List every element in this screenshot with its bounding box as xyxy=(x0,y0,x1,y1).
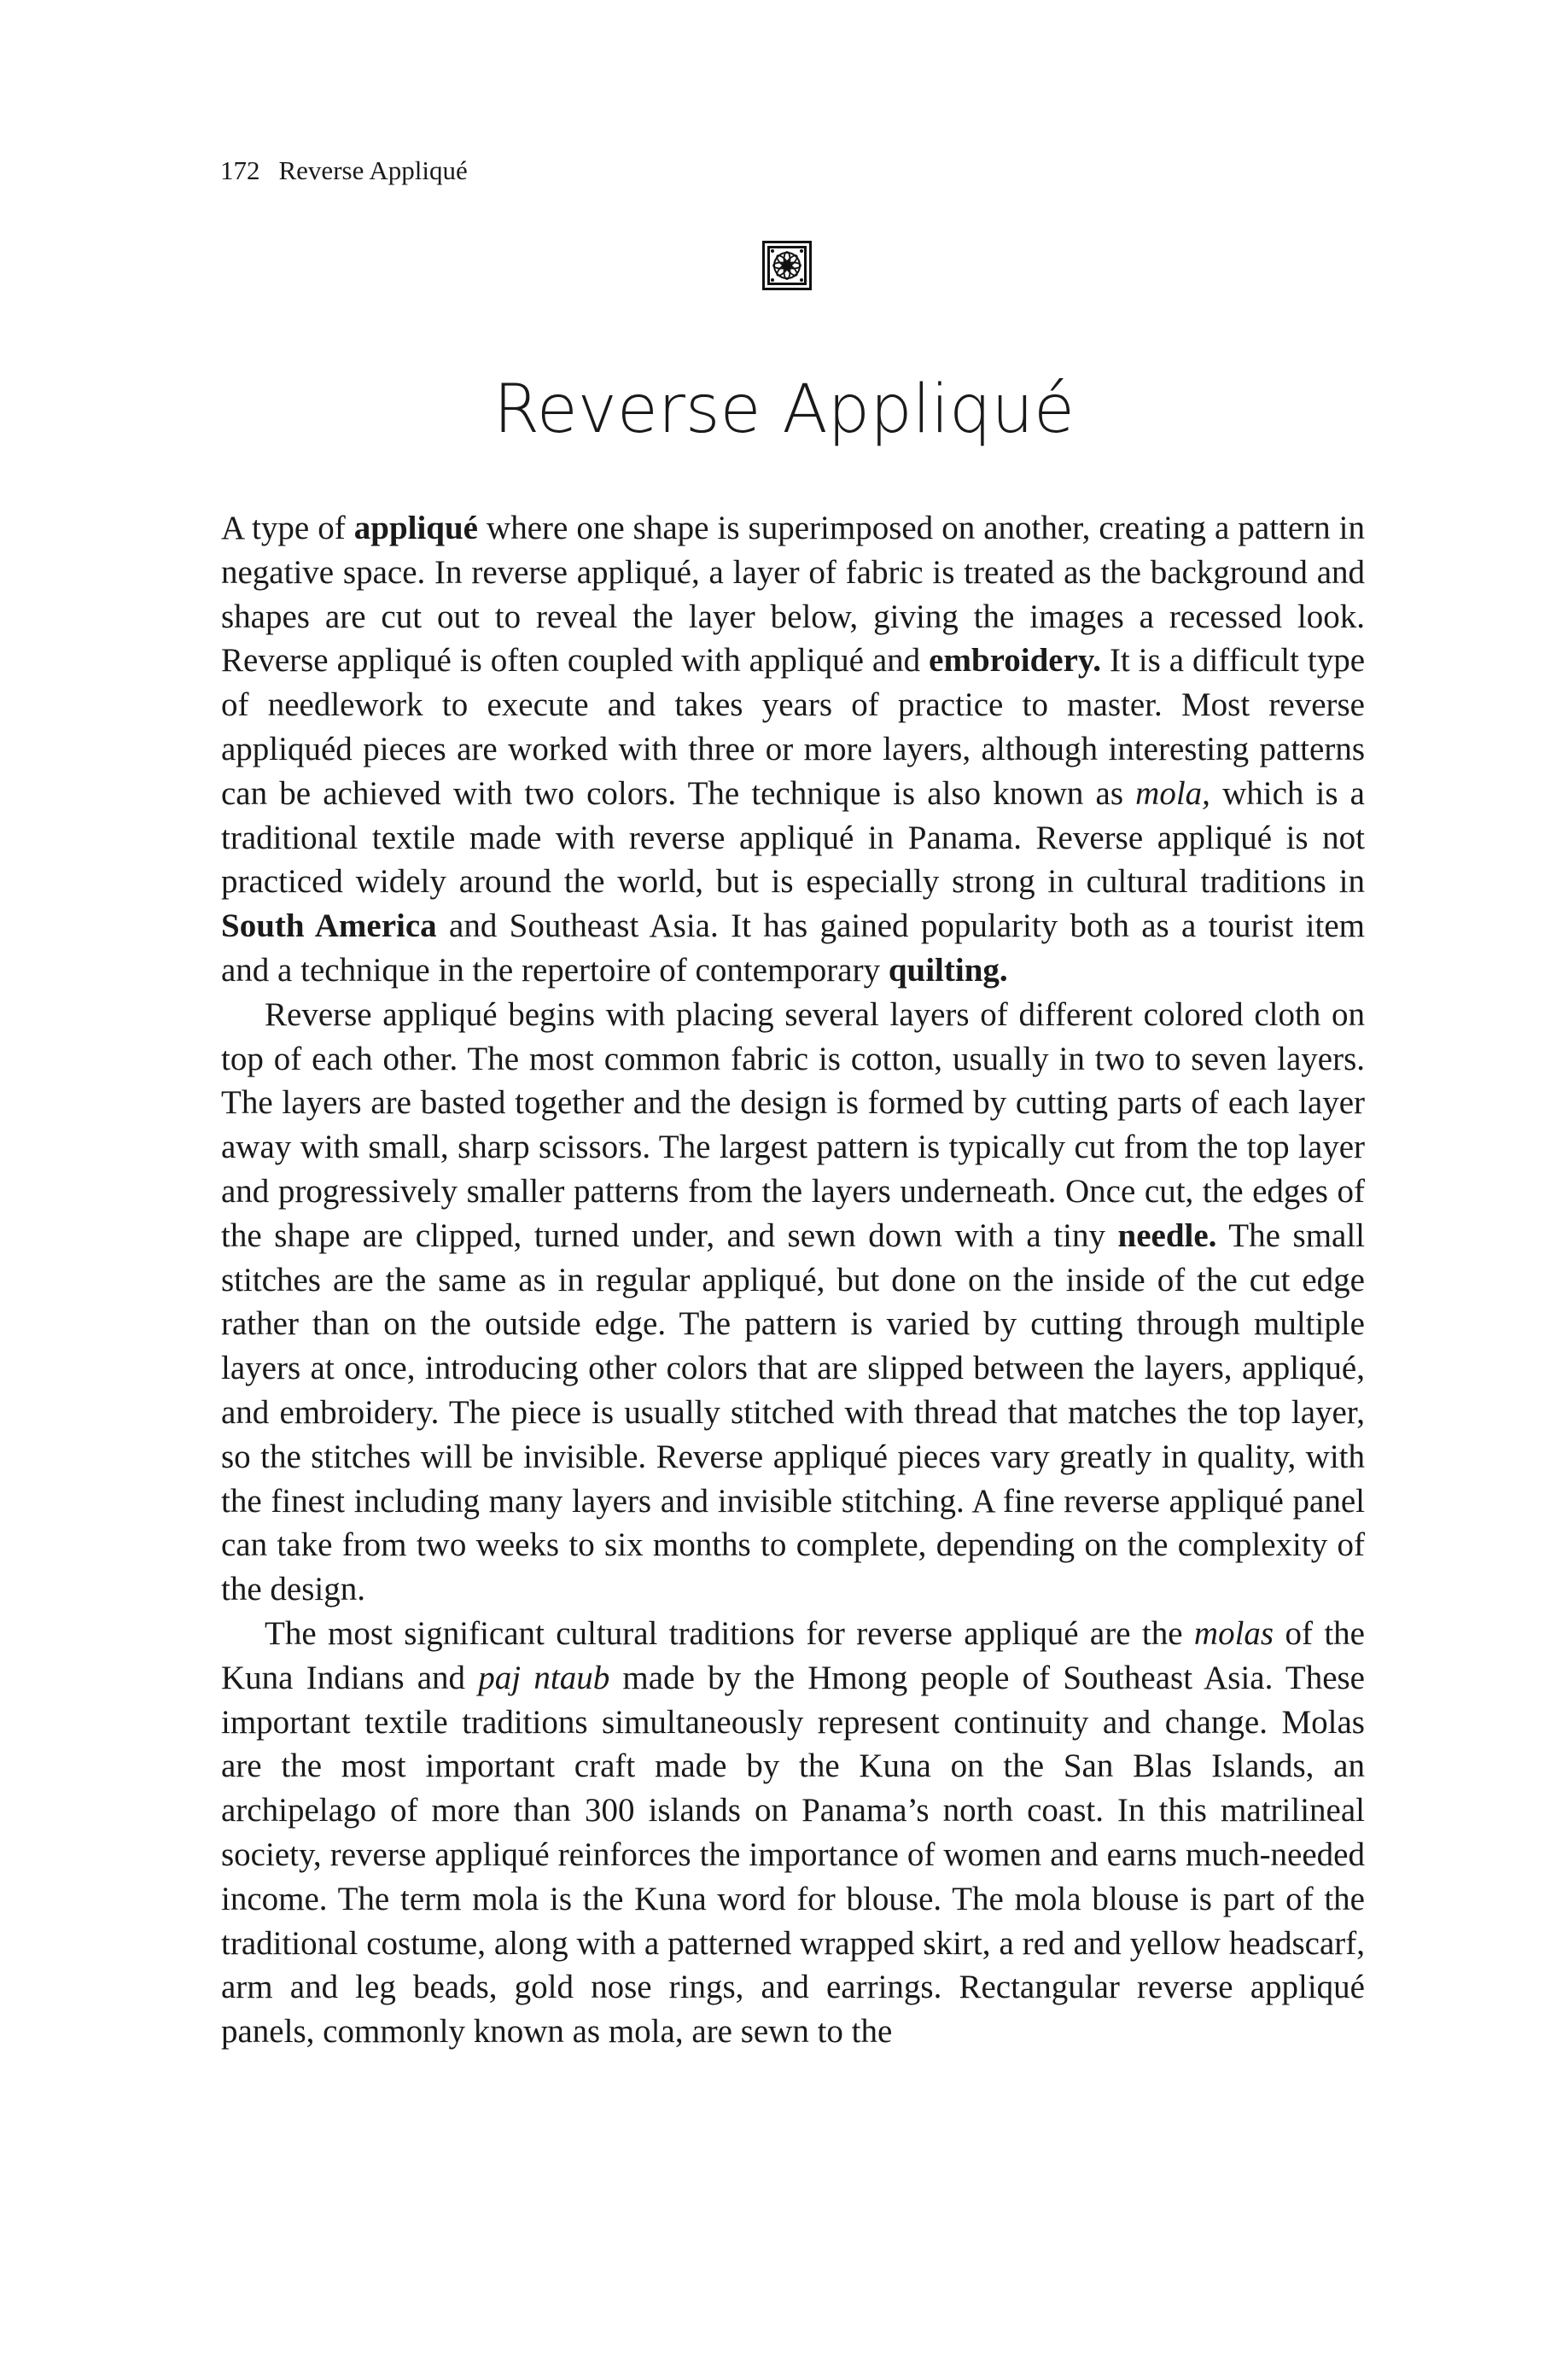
text-run: where one shape is superimposed on another, creating a pattern in negative space. In reverse appliqué, a layer of fabric is treated as the background and shapes are cut out to reveal the layer below, giving the images a recessed look. Reverse appliqué is often coupled with appliqué and xyxy=(221,510,1365,680)
text-run: Reverse appliqué begins with placing several layers of different colored cloth on top of each other. The most common fabric is cotton, usually in two to seven layers. The layers are basted together and the design is formed by cutting parts of each layer away with small, sharp scissors. The largest pattern is typically cut from the top layer and progressively smaller patterns from the layers underneath. Once cut, the edges of the shape are clipped, turned under, and sewn down with a tiny xyxy=(221,995,1365,1254)
text-run: which is a traditional textile made with reverse appliqué in Panama. Reverse appliqué is not practiced widely around the world, but is especially strong in cultural traditions in xyxy=(221,774,1365,901)
paragraph-1 xyxy=(221,506,1365,993)
cross-reference-south-america: South America xyxy=(221,907,437,945)
article-title: Reverse Appliqué xyxy=(493,371,1075,448)
page-number: 172 xyxy=(220,155,260,185)
paragraph-3 xyxy=(221,1612,1365,2054)
cross-reference-needle: needle. xyxy=(1117,1217,1217,1254)
text-run: It is a difficult type of needlework to execute and takes years of practice to master. Most reverse appliquéd pieces are worked with three or more layers, although interesting patterns can be achieved with two colors. The technique is also known as xyxy=(221,642,1366,812)
running-header xyxy=(220,154,468,188)
text-run: made by the Hmong people of Southeast Asia. These important textile traditions simultaneously represent continuity and change. Molas are the most important craft made by the Kuna on the San Blas Islands, an archipelago of more than 300 islands on Panama’s north coast. In this matrilineal society, reverse appliqué reinforces the importance of women and earns much-needed income. The term mola is the Kuna word for blouse. The mola blouse is part of the traditional costume, along with a patterned wrapped skirt, a red and yellow headscarf, arm and leg beads, gold nose rings, and earrings. Rectangular reverse appliqué panels, commonly known as mola, are sewn to the xyxy=(221,1659,1365,2051)
text-run: The small stitches are the same as in regular appliqué, but done on the inside of the cut edge rather than on the outside edge. The pattern is varied by cutting through multiple layers at once, introducing other colors that are slipped between the layers, appliqué, and embroidery. The piece is usually stitched with thread that matches the top layer, so the stitches will be invisible. Reverse appliqué pieces vary greatly in quality, with the finest including many layers and invisible stitching. A fine reverse appliqué panel can take from two weeks to six months to complete, depending on the complexity of the design. xyxy=(221,1217,1366,1608)
square-rosette-ornament-icon xyxy=(762,241,812,290)
italic-term-mola: mola, xyxy=(1135,774,1210,812)
italic-term-molas: molas xyxy=(1193,1614,1274,1652)
cross-reference-quilting: quilting. xyxy=(888,951,1008,989)
running-title: Reverse Appliqué xyxy=(278,155,468,185)
text-run: of the Kuna Indians and xyxy=(221,1614,1365,1696)
text-run: A type of xyxy=(221,510,354,546)
cross-reference-embroidery: embroidery. xyxy=(929,642,1101,680)
paragraph-2 xyxy=(221,993,1365,1612)
text-run: and Southeast Asia. It has gained popularity both as a tourist item and a technique in the repertoire of contemporary xyxy=(221,907,1365,989)
italic-term-paj-ntaub: paj ntaub xyxy=(478,1659,610,1696)
cross-reference-applique: appliqué xyxy=(353,510,478,546)
text-run: The most significant cultural traditions for reverse appliqué are the xyxy=(265,1614,1194,1652)
article-body xyxy=(221,506,1365,2054)
